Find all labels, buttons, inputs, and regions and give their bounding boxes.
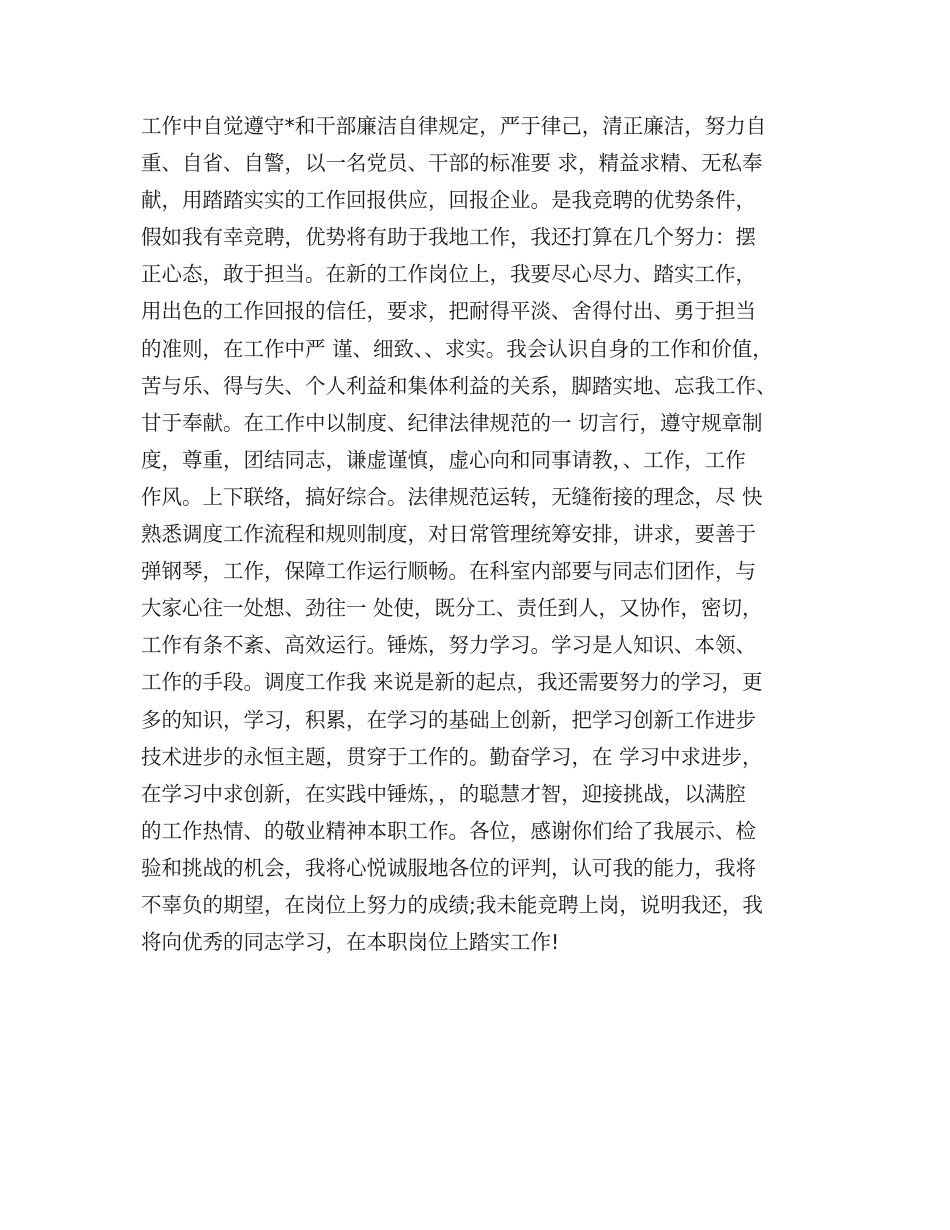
text-line: 技术进步的永恒主题，贯穿于工作的。勤奋学习，在 学习中求进步， — [141, 744, 763, 769]
text-line: 大家心往一处想、劲往一 处使，既分工、责任到人，又协作，密切， — [141, 596, 763, 621]
text-line: 假如我有幸竞聘，优势将有助于我地工作，我还打算在几个努力：摆 — [141, 225, 756, 250]
text-line: 将向优秀的同志学习，在本职岗位上踏实工作! — [141, 930, 560, 955]
text-line: 多的知识，学习，积累，在学习的基础上创新，把学习创新工作进步 — [141, 707, 756, 732]
text-line: 献，用踏踏实实的工作回报供应，回报企业。是我竞聘的优势条件， — [141, 188, 756, 213]
body-text — [141, 108, 821, 961]
text-line: 工作有条不紊、高效运行。锤炼，努力学习。学习是人知识、本领、 — [141, 633, 756, 658]
text-line: 验和挑战的机会，我将心悦诚服地各位的评判，认可我的能力，我将 — [141, 855, 756, 880]
text-line: 不辜负的期望，在岗位上努力的成绩;我未能竞聘上岗，说明我还，我 — [141, 892, 763, 917]
text-line: 甘于奉献。在工作中以制度、纪律法律规范的一 切言行，遵守规章制 — [141, 410, 763, 435]
text-line: 重、自省、自警，以一名党员、干部的标准要 求，精益求精、无私奉 — [141, 151, 763, 176]
text-line: 工作的手段。调度工作我 来说是新的起点，我还需要努力的学习，更 — [141, 670, 763, 695]
text-line: 的准则，在工作中严 谨、细致、、求实。我会认识自身的工作和价值， — [141, 336, 773, 361]
text-line: 度，尊重，团结同志，谦虚谨慎，虚心向和同事请教，、工作，工作 — [141, 447, 746, 472]
text-line: 弹钢琴，工作，保障工作运行顺畅。在科室内部要与同志们团作，与 — [141, 559, 756, 584]
text-line: 苦与乐、得与失、个人利益和集体利益的关系，脚踏实地、忘我工作、 — [141, 373, 777, 398]
text-line: 用出色的工作回报的信任，要求，把耐得平淡、舍得付出、勇于担当 — [141, 299, 756, 324]
text-line: 熟悉调度工作流程和规则制度，对日常管理统筹安排，讲求，要善于 — [141, 522, 756, 547]
text-line: 的工作热情、的敬业精神本职工作。各位，感谢你们给了我展示、检 — [141, 818, 756, 843]
text-line: 作风。上下联络，搞好综合。法律规范运转，无缝衔接的理念，尽 快 — [141, 484, 763, 509]
text-line: 工作中自觉遵守*和干部廉洁自律规定，严于律己，清正廉洁，努力自 — [141, 114, 767, 138]
text-line: 在学习中求创新，在实践中锤炼，，的聪慧才智，迎接挑战，以满腔 — [141, 781, 746, 806]
text-line: 正心态，敢于担当。在新的工作岗位上，我要尽心尽力、踏实工作， — [141, 262, 756, 287]
